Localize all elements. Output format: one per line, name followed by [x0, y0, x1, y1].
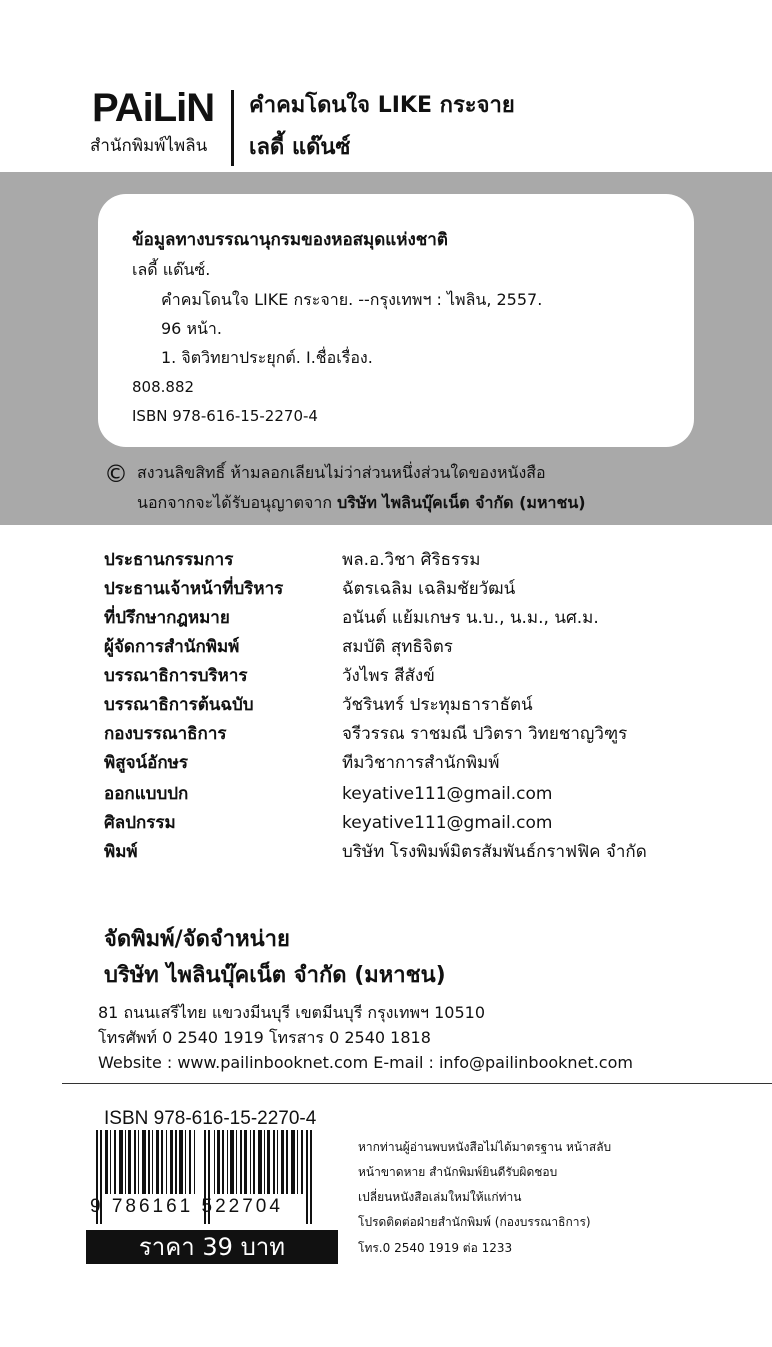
staff-name: วัชรินทร์ ประทุมธาราธัตน์	[342, 695, 533, 715]
staff-role: กองบรรณาธิการ	[104, 724, 227, 744]
staff-role: พิมพ์	[104, 842, 138, 862]
cip-pages: 96 หน้า.	[161, 319, 222, 338]
staff-name: พล.อ.วิชา ศิริธรรม	[342, 550, 481, 570]
copyright-icon: ©	[104, 460, 128, 488]
staff-name: อนันต์ แย้มเกษร น.บ., น.ม., นศ.ม.	[342, 608, 599, 628]
cip-author: เลดี้ แด๊นซ์.	[132, 260, 211, 279]
cip-classification: 808.882	[132, 378, 195, 396]
staff-name: จรีวรรณ ราชมณี ปวิตรา วิทยชาญวิฑูร	[342, 724, 628, 744]
staff-role: ออกแบบปก	[104, 784, 189, 804]
staff-role: ผู้จัดการสำนักพิมพ์	[104, 637, 240, 657]
distribution-company: บริษัท ไพลินบุ๊คเน็ต จำกัด (มหาชน)	[104, 963, 446, 988]
staff-role: ศิลปกรรม	[104, 813, 176, 833]
book-author: เลดี้ แด๊นซ์	[249, 135, 351, 160]
cip-isbn: ISBN 978-616-15-2270-4	[132, 407, 318, 425]
section-divider	[62, 1083, 772, 1084]
quality-note-line: โปรดติดต่อฝ่ายสำนักพิมพ์ (กองบรรณาธิการ)	[358, 1215, 591, 1229]
publisher-name: สำนักพิมพ์ไพลิน	[90, 136, 208, 156]
publisher-logo: PAiLiN	[92, 86, 215, 130]
staff-name: วังไพร สีสังข์	[342, 666, 435, 686]
price-label: ราคา 39 บาท	[86, 1230, 338, 1264]
copyright-notice-line2	[137, 491, 586, 515]
staff-role: ประธานเจ้าหน้าที่บริหาร	[104, 579, 284, 599]
distribution-phone: โทรศัพท์ 0 2540 1919 โทรสาร 0 2540 1818	[98, 1028, 431, 1047]
copyright-notice-line1: สงวนลิขสิทธิ์ ห้ามลอกเลียนไม่ว่าส่วนหนึ่งส่วนใดของหนังสือ	[137, 463, 546, 482]
distribution-web: Website : www.pailinbooknet.com E-mail : info@pailinbooknet.com	[98, 1053, 633, 1072]
cip-title: คำคมโดนใจ LIKE กระจาย. --กรุงเทพฯ : ไพลิน, 2557.	[161, 290, 543, 309]
staff-role: ที่ปรึกษากฎหมาย	[104, 608, 230, 628]
barcode-digits: 9 786161 522704	[90, 1196, 283, 1217]
copyright-company: บริษัท ไพลินบุ๊คเน็ต จำกัด (มหาชน)	[337, 493, 586, 512]
quality-note-line: เปลี่ยนหนังสือเล่มใหม่ให้แก่ท่าน	[358, 1190, 522, 1204]
cip-heading: ข้อมูลทางบรรณานุกรมของหอสมุดแห่งชาติ	[132, 230, 448, 250]
barcode-isbn: ISBN 978-616-15-2270-4	[104, 1108, 317, 1129]
quality-note-line: หน้าขาดหาย สำนักพิมพ์ยินดีรับผิดชอบ	[358, 1165, 558, 1179]
book-title: คำคมโดนใจ LIKE กระจาย	[249, 93, 515, 118]
distribution-address: 81 ถนนเสรีไทย แขวงมีนบุรี เขตมีนบุรี กรุงเทพฯ 10510	[98, 1003, 485, 1022]
staff-role: พิสูจน์อักษร	[104, 753, 189, 773]
quality-note-line: โทร.0 2540 1919 ต่อ 1233	[358, 1241, 513, 1255]
quality-note-line: หากท่านผู้อ่านพบหนังสือไม่ได้มาตรฐาน หน้าสลับ	[358, 1140, 612, 1154]
header-divider	[231, 90, 234, 166]
cip-subject: 1. จิตวิทยาประยุกต์. I.ชื่อเรื่อง.	[161, 348, 373, 367]
staff-role: บรรณาธิการบริหาร	[104, 666, 248, 686]
staff-name: ทีมวิชาการสำนักพิมพ์	[342, 753, 500, 773]
copyright-prefix: นอกจากจะได้รับอนุญาตจาก	[137, 493, 338, 512]
staff-role: ประธานกรรมการ	[104, 550, 234, 570]
staff-role: บรรณาธิการต้นฉบับ	[104, 695, 254, 715]
staff-name: สมบัติ สุทธิจิตร	[342, 637, 453, 657]
staff-name: keyative111@gmail.com	[342, 813, 553, 833]
staff-name: keyative111@gmail.com	[342, 784, 553, 804]
distribution-heading: จัดพิมพ์/จัดจำหน่าย	[104, 927, 290, 952]
staff-name: บริษัท โรงพิมพ์มิตรสัมพันธ์กราฟฟิค จำกัด	[342, 842, 647, 862]
staff-name: ฉัตรเฉลิม เฉลิมชัยวัฒน์	[342, 579, 516, 599]
